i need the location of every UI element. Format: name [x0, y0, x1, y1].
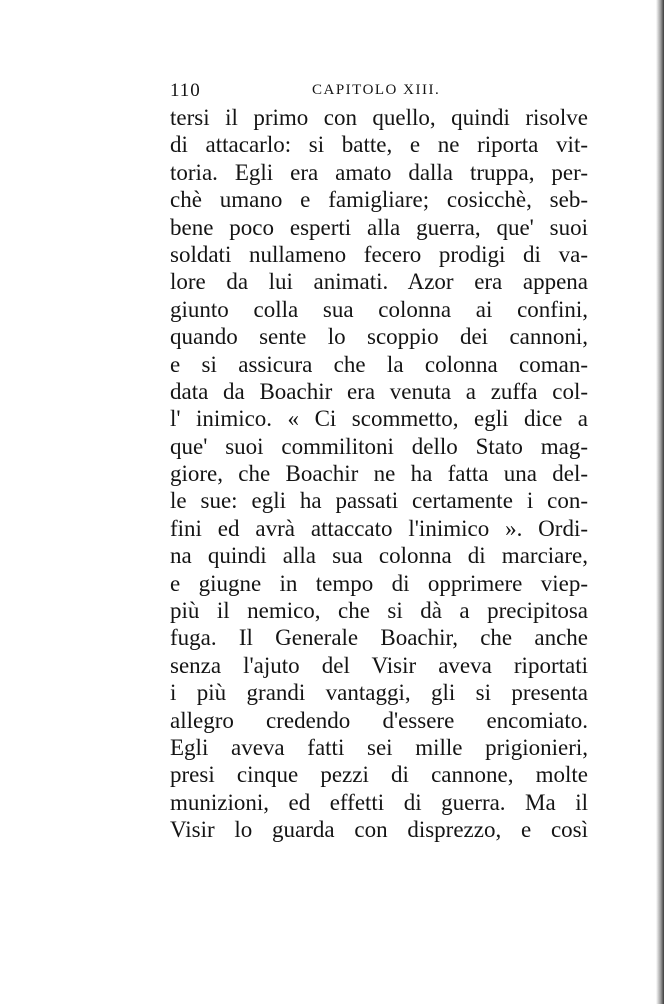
- chapter-title: CAPITOLO XIII.: [312, 82, 441, 98]
- text-line: toria. Egli era amato dalla truppa, per-: [170, 159, 588, 185]
- text-line: senza l'ajuto del Visir aveva riportati: [170, 652, 588, 678]
- text-line: data da Boachir era venuta a zuffa col-: [170, 378, 588, 404]
- text-line: que' suoi commilitoni dello Stato mag-: [170, 433, 588, 459]
- text-line: fuga. Il Generale Boachir, che anche: [170, 625, 588, 651]
- text-line: giunto colla sua colonna ai confini,: [170, 296, 588, 322]
- page-edge-shadow: [656, 0, 664, 1004]
- body-text: [170, 104, 588, 844]
- text-line: fini ed avrà attaccato l'inimico ». Ordi-: [170, 515, 588, 541]
- text-line: munizioni, ed effetti di guerra. Ma il: [170, 789, 588, 815]
- text-line: più il nemico, che si dà a precipitosa: [170, 598, 588, 624]
- text-line: na quindi alla sua colonna di marciare,: [170, 543, 588, 569]
- text-line: tersi il primo con quello, quindi risolve: [170, 105, 588, 130]
- text-line: chè umano e famigliare; cosicchè, seb-: [170, 187, 588, 213]
- text-line: di attacarlo: si batte, e ne riporta vit-: [170, 132, 588, 158]
- text-line: quando sente lo scoppio dei cannoni,: [170, 324, 588, 350]
- text-line: giore, che Boachir ne ha fatta una del-: [170, 461, 588, 487]
- text-line: bene poco esperti alla guerra, que' suoi: [170, 214, 588, 240]
- text-line: i più grandi vantaggi, gli si presenta: [170, 680, 588, 706]
- text-line: le sue: egli ha passati certamente i con-: [170, 488, 588, 514]
- page-number: 110: [170, 80, 201, 101]
- text-line: l' inimico. « Ci scommetto, egli dice a: [170, 406, 588, 432]
- text-line: lore da lui animati. Azor era appena: [170, 269, 588, 295]
- text-line: Visir lo guarda con disprezzo, e così: [170, 817, 588, 843]
- text-line: e giugne in tempo di opprimere viep-: [170, 570, 588, 596]
- text-line: presi cinque pezzi di cannone, molte: [170, 762, 588, 788]
- text-line: allegro credendo d'essere encomiato.: [170, 707, 588, 733]
- text-line: Egli aveva fatti sei mille prigionieri,: [170, 734, 588, 760]
- text-line: soldati nullameno fecero prodigi di va-: [170, 241, 588, 267]
- running-header: [170, 80, 590, 106]
- text-line: e si assicura che la colonna coman-: [170, 351, 588, 377]
